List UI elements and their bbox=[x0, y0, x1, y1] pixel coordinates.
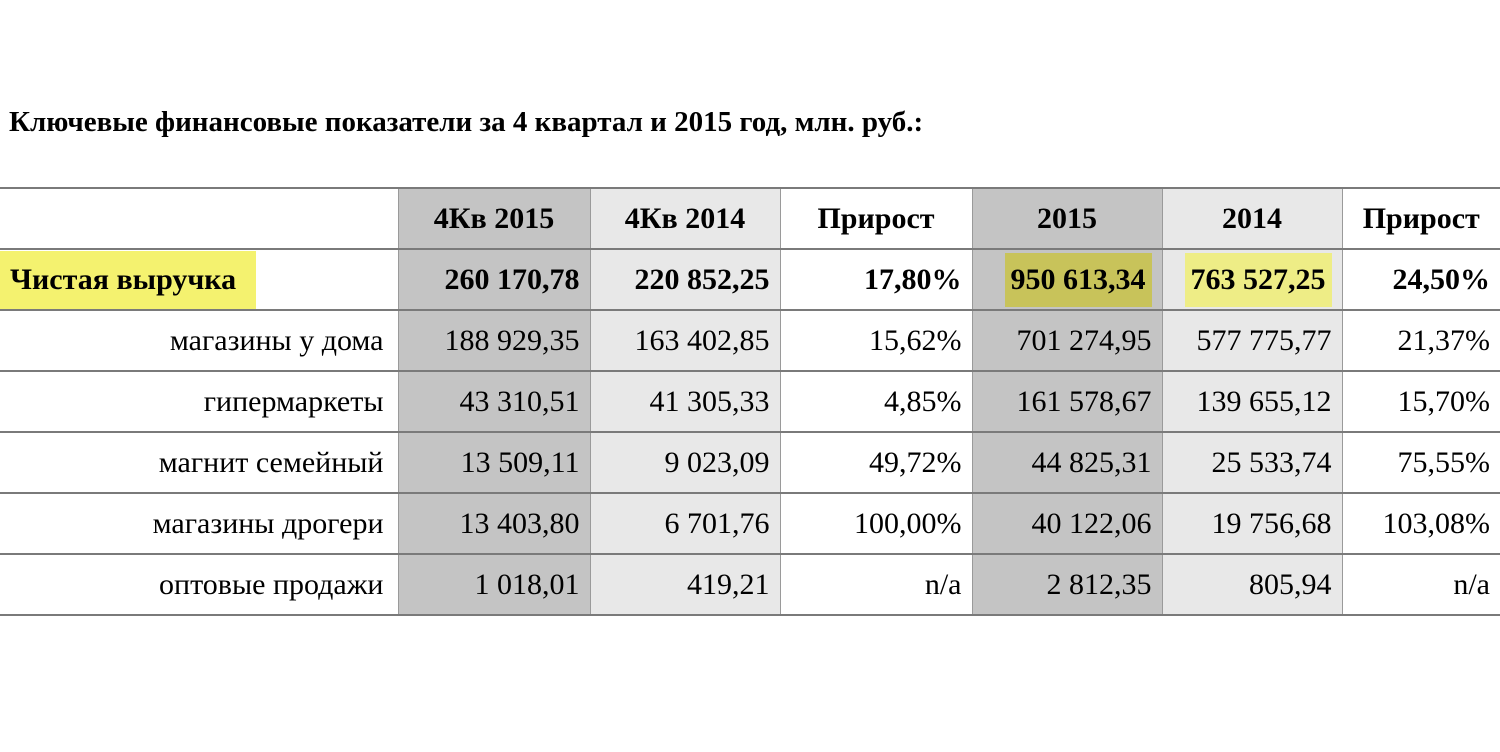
header-cell-empty bbox=[0, 188, 398, 249]
cell-2015: 701 274,95 bbox=[972, 310, 1162, 371]
cell-q4-2015: 13 509,11 bbox=[398, 432, 590, 493]
cell-q4-2014: 220 852,25 bbox=[590, 249, 780, 310]
cell-q4-2014: 419,21 bbox=[590, 554, 780, 615]
cell-2014 bbox=[1162, 249, 1342, 310]
cell-q-growth: 4,85% bbox=[780, 371, 972, 432]
net-revenue-label: Чистая выручка bbox=[0, 251, 256, 309]
header-q-growth: Прирост bbox=[780, 188, 972, 249]
cell-y-growth: 21,37% bbox=[1342, 310, 1500, 371]
row-label: гипермаркеты bbox=[0, 371, 398, 432]
cell-2015: 44 825,31 bbox=[972, 432, 1162, 493]
cell-2014: 805,94 bbox=[1162, 554, 1342, 615]
row-label: магнит семейный bbox=[0, 432, 398, 493]
total-2015-highlight: 950 613,34 bbox=[1005, 253, 1152, 307]
header-2014: 2014 bbox=[1162, 188, 1342, 249]
cell-q4-2015: 43 310,51 bbox=[398, 371, 590, 432]
page-title: Ключевые финансовые показатели за 4 квартал и 2015 год, млн. руб.: bbox=[9, 106, 924, 138]
total-2014-highlight: 763 527,25 bbox=[1185, 253, 1332, 307]
row-label: магазины дрогери bbox=[0, 493, 398, 554]
cell-q4-2014: 6 701,76 bbox=[590, 493, 780, 554]
table-row bbox=[0, 493, 1500, 554]
cell-2014: 577 775,77 bbox=[1162, 310, 1342, 371]
cell-y-growth: 15,70% bbox=[1342, 371, 1500, 432]
cell-q-growth: 100,00% bbox=[780, 493, 972, 554]
cell-y-growth: 103,08% bbox=[1342, 493, 1500, 554]
table-row bbox=[0, 554, 1500, 615]
cell-2014: 19 756,68 bbox=[1162, 493, 1342, 554]
table-row bbox=[0, 432, 1500, 493]
cell-2015: 161 578,67 bbox=[972, 371, 1162, 432]
cell-y-growth: 75,55% bbox=[1342, 432, 1500, 493]
header-q4-2014: 4Кв 2014 bbox=[590, 188, 780, 249]
header-q4-2015: 4Кв 2015 bbox=[398, 188, 590, 249]
cell-q4-2015: 260 170,78 bbox=[398, 249, 590, 310]
cell-q4-2014: 9 023,09 bbox=[590, 432, 780, 493]
cell-q-growth: 49,72% bbox=[780, 432, 972, 493]
cell-2015 bbox=[972, 249, 1162, 310]
row-label: магазины у дома bbox=[0, 310, 398, 371]
table-header-row bbox=[0, 188, 1500, 249]
cell-2014: 25 533,74 bbox=[1162, 432, 1342, 493]
cell-2015: 40 122,06 bbox=[972, 493, 1162, 554]
cell-q4-2015: 13 403,80 bbox=[398, 493, 590, 554]
cell-q4-2014: 163 402,85 bbox=[590, 310, 780, 371]
cell-q4-2015: 1 018,01 bbox=[398, 554, 590, 615]
table-row bbox=[0, 310, 1500, 371]
cell-2014: 139 655,12 bbox=[1162, 371, 1342, 432]
row-label: оптовые продажи bbox=[0, 554, 398, 615]
table-row bbox=[0, 371, 1500, 432]
cell-y-growth: n/a bbox=[1342, 554, 1500, 615]
row-label bbox=[0, 249, 398, 310]
cell-q-growth: n/a bbox=[780, 554, 972, 615]
q-growth-value: 17,80% bbox=[864, 262, 962, 296]
cell-2015: 2 812,35 bbox=[972, 554, 1162, 615]
cell-q4-2014: 41 305,33 bbox=[590, 371, 780, 432]
table-row-total bbox=[0, 249, 1500, 310]
cell-q4-2015: 188 929,35 bbox=[398, 310, 590, 371]
financial-table bbox=[0, 187, 1500, 616]
cell-y-growth: 24,50% bbox=[1342, 249, 1500, 310]
cell-q-growth bbox=[780, 249, 972, 310]
header-y-growth: Прирост bbox=[1342, 188, 1500, 249]
cell-q-growth: 15,62% bbox=[780, 310, 972, 371]
header-2015: 2015 bbox=[972, 188, 1162, 249]
